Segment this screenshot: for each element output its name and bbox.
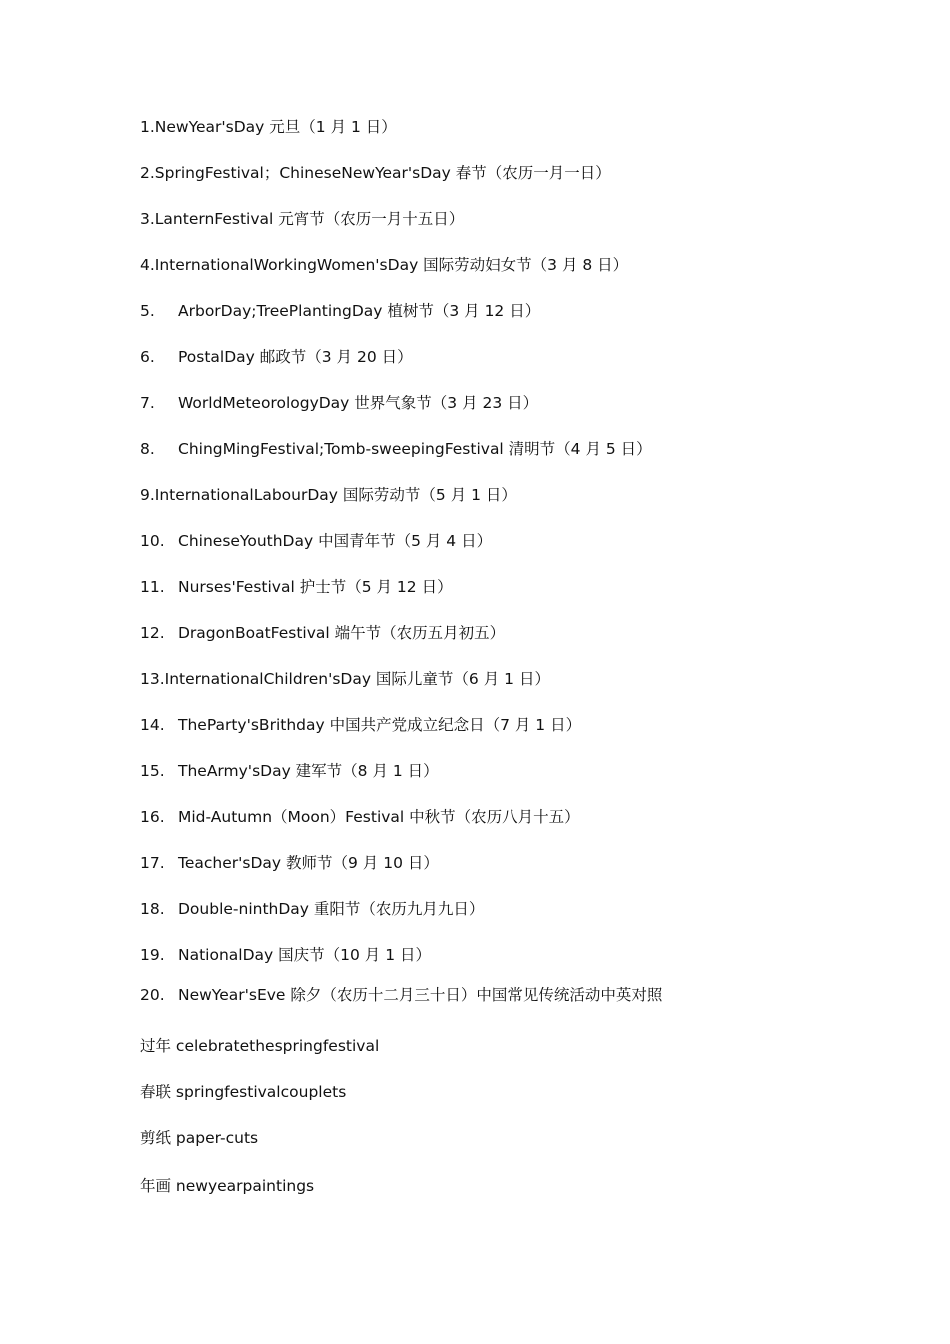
holiday-item-18 (140, 899, 484, 919)
holiday-item-8 (140, 439, 652, 459)
holiday-text: Mid-Autumn（Moon）Festival 中秋节（农历八月十五） (178, 808, 580, 826)
holiday-text: 4.InternationalWorkingWomen'sDay 国际劳动妇女节（3 月 8 日） (140, 256, 629, 274)
holiday-text: ArborDay;TreePlantingDay 植树节（3 月 12 日） (178, 302, 541, 320)
holiday-item-10 (140, 531, 492, 551)
holiday-text: ChingMingFestival;Tomb-sweepingFestival 清明节（4 月 5 日） (178, 440, 652, 458)
holiday-item-19 (140, 945, 431, 965)
holiday-number: 6. (140, 348, 155, 366)
holiday-number: 20. (140, 986, 165, 1004)
holiday-text: TheParty'sBrithday 中国共产党成立纪念日（7 月 1 日） (178, 716, 582, 734)
activity-text: 过年 celebratethespringfestival (140, 1037, 380, 1055)
holiday-item-2 (140, 163, 611, 183)
holiday-item-13 (140, 669, 550, 689)
holiday-number: 7. (140, 394, 155, 412)
holiday-text: 1.NewYear'sDay 元旦（1 月 1 日） (140, 118, 397, 136)
holiday-item-16 (140, 807, 580, 827)
holiday-text: DragonBoatFestival 端午节（农历五月初五） (178, 624, 506, 642)
activity-text: 剪纸 paper-cuts (140, 1129, 259, 1147)
holiday-item-7 (140, 393, 538, 413)
holiday-text: Double-ninthDay 重阳节（农历九月九日） (178, 900, 485, 918)
holiday-text: NationalDay 国庆节（10 月 1 日） (178, 946, 431, 964)
holiday-item-17 (140, 853, 439, 873)
holiday-item-1 (140, 117, 397, 137)
holiday-text: 13.InternationalChildren'sDay 国际儿童节（6 月 1 日） (140, 670, 550, 688)
holiday-item-6 (140, 347, 413, 367)
holiday-text: 2.SpringFestival；ChineseNewYear'sDay 春节（农历一月一日） (140, 164, 611, 182)
holiday-text: Teacher'sDay 教师节（9 月 10 日） (178, 854, 439, 872)
holiday-text: ChineseYouthDay 中国青年节（5 月 4 日） (178, 532, 493, 550)
activity-item (140, 1082, 346, 1102)
holiday-item-3 (140, 209, 464, 229)
holiday-item-4 (140, 255, 628, 275)
holiday-number: 11. (140, 578, 165, 596)
holiday-item-11 (140, 577, 453, 597)
holiday-item-9 (140, 485, 517, 505)
holiday-text: PostalDay 邮政节（3 月 20 日） (178, 348, 413, 366)
holiday-text: 3.LanternFestival 元宵节（农历一月十五日） (140, 210, 465, 228)
holiday-text: WorldMeteorologyDay 世界气象节（3 月 23 日） (178, 394, 539, 412)
activity-item (140, 1176, 314, 1196)
holiday-number: 16. (140, 808, 165, 826)
holiday-item-20 (140, 985, 662, 1005)
holiday-text: NewYear'sEve 除夕（农历十二月三十日）中国常见传统活动中英对照 (178, 986, 663, 1004)
holiday-text: Nurses'Festival 护士节（5 月 12 日） (178, 578, 453, 596)
holiday-item-14 (140, 715, 581, 735)
activity-item (140, 1036, 379, 1056)
activity-text: 年画 newyearpaintings (140, 1177, 315, 1195)
holiday-item-5 (140, 301, 540, 321)
holiday-number: 14. (140, 716, 165, 734)
holiday-item-12 (140, 623, 505, 643)
holiday-text: TheArmy'sDay 建军节（8 月 1 日） (178, 762, 439, 780)
holiday-number: 18. (140, 900, 165, 918)
holiday-text: 9.InternationalLabourDay 国际劳动节（5 月 1 日） (140, 486, 517, 504)
holiday-number: 12. (140, 624, 165, 642)
activity-item (140, 1128, 258, 1148)
holiday-number: 17. (140, 854, 165, 872)
holiday-number: 19. (140, 946, 165, 964)
holiday-number: 10. (140, 532, 165, 550)
holiday-number: 8. (140, 440, 155, 458)
holiday-number: 15. (140, 762, 165, 780)
holiday-number: 5. (140, 302, 155, 320)
activity-text: 春联 springfestivalcouplets (140, 1083, 347, 1101)
holiday-item-15 (140, 761, 439, 781)
